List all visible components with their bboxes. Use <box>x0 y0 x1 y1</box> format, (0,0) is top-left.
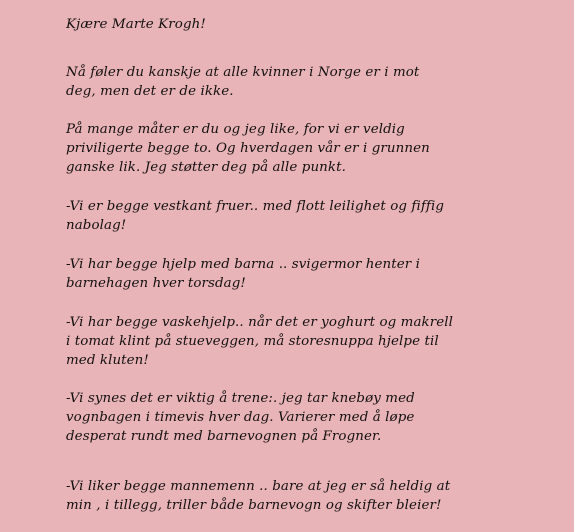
greeting: Kjære Marte Krogh! <box>66 17 206 32</box>
paragraph-5-line-2: i tomat klint på stueveggen, må storesnuppa hjelpe til <box>66 334 439 349</box>
paragraph-5-line-1: -Vi har begge vaskehjelp.. når det er yoghurt og makrell <box>66 315 454 330</box>
paragraph-4-line-1: -Vi har begge hjelp med barna .. svigermor henter i <box>66 257 421 272</box>
paragraph-1-line-2: deg, men det er de ikke. <box>66 84 234 99</box>
paragraph-4-line-2: barnehagen hver torsdag! <box>66 276 246 291</box>
paragraph-6-line-3: desperat rundt med barnevognen på Frogner. <box>66 429 382 444</box>
paragraph-3-line-2: nabolag! <box>66 218 127 233</box>
paragraph-6-line-1: -Vi synes det er viktig å trene:. jeg tar knebøy med <box>66 391 415 406</box>
paragraph-5-line-3: med kluten! <box>66 353 149 368</box>
paragraph-7-line-2: min , i tillegg, triller både barnevogn og skifter bleier! <box>66 498 442 513</box>
paragraph-2-line-3: ganske lik. Jeg støtter deg på alle punkt. <box>66 160 346 175</box>
paragraph-1-line-1: Nå føler du kanskje at alle kvinner i Norge er i mot <box>66 65 420 80</box>
paragraph-3-line-1: -Vi er begge vestkant fruer.. med flott leilighet og fiffig <box>66 199 445 214</box>
right-edge <box>574 0 586 532</box>
paragraph-2-line-1: På mange måter er du og jeg like, for vi er veldig <box>66 122 405 137</box>
paragraph-7-line-1: -Vi liker begge mannemenn .. bare at jeg er så heldig at <box>66 479 451 494</box>
paragraph-6-line-2: vognbagen i timevis hver dag. Varierer med å løpe <box>66 410 415 425</box>
paragraph-2-line-2: priviligerte begge to. Og hverdagen vår er i grunnen <box>66 141 430 156</box>
